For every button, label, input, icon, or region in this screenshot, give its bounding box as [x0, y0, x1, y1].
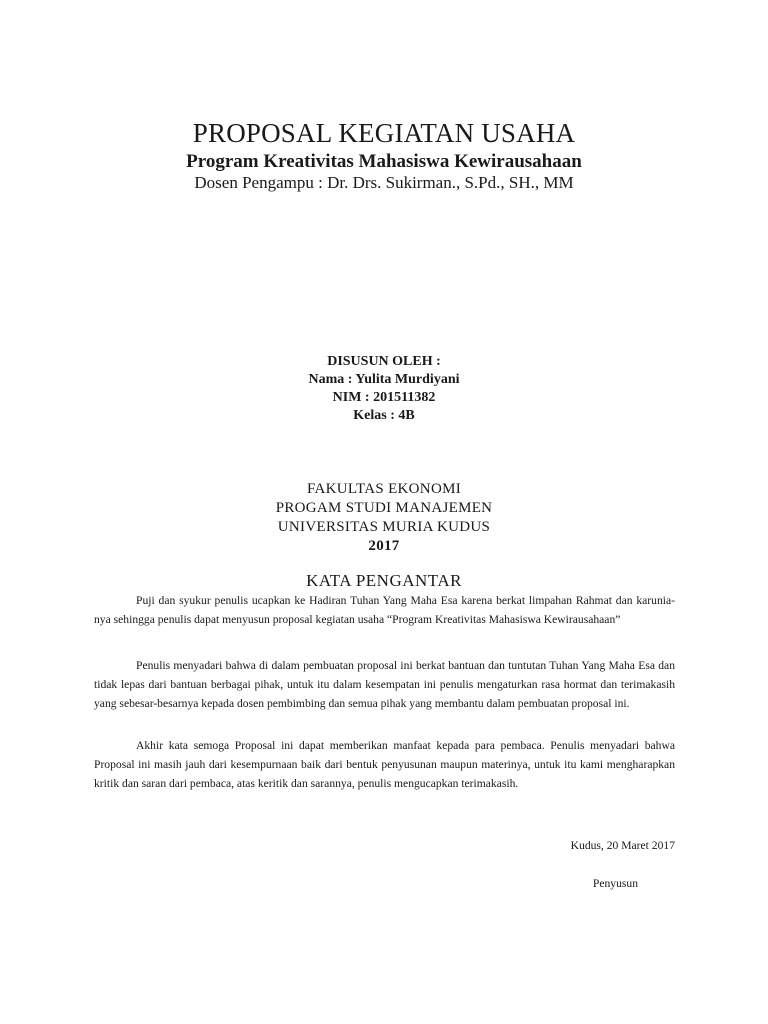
- faculty-name: FAKULTAS EKONOMI: [306, 481, 462, 497]
- author-nim: NIM : 201511382: [332, 390, 436, 405]
- preface-title: KATA PENGANTAR: [306, 571, 462, 590]
- document-year: 2017: [368, 538, 400, 554]
- preface-paragraph-1: Puji dan syukur penulis ucapkan ke Hadiran Tuhan Yang Maha Esa karena berkat limpahan Rahmat dan karunia-nya sehingga penulis dapat menyusun proposal kegiatan usaha “Program Kreativitas Mahasiswa Kewirausahaan”: [94, 594, 675, 626]
- author-class: Kelas : 4B: [353, 408, 415, 423]
- author-name: Nama : Yulita Murdiyani: [308, 372, 460, 387]
- place-date: Kudus, 20 Maret 2017: [570, 839, 675, 852]
- university-name: UNIVERSITAS MURIA KUDUS: [277, 519, 491, 535]
- study-program: PROGAM STUDI MANAJEMEN: [275, 500, 493, 516]
- author-block: [0, 353, 768, 425]
- author-heading: DISUSUN OLEH :: [327, 354, 441, 369]
- lecturer-line: Dosen Pengampu : Dr. Drs. Sukirman., S.Pd., SH., MM: [194, 173, 574, 192]
- institution-block: [0, 480, 768, 556]
- document-subtitle: Program Kreativitas Mahasiswa Kewirausahaan: [186, 151, 582, 172]
- preface-paragraph-3: Akhir kata semoga Proposal ini dapat memberikan manfaat kepada para pembaca. Penulis menyadari bahwa Proposal ini masih jauh dari kesempurnaan baik dari bentuk penyusunan maupun materinya, untuk itu kami mengharapkan kritik dan saran dari pembaca, atas keritik dan sarannya, penulis mengucapkan terimakasih.: [94, 739, 675, 790]
- signer-label: Penyusun: [592, 877, 638, 890]
- document-title: PROPOSAL KEGIATAN USAHA: [192, 118, 576, 148]
- preface-paragraph-2: Penulis menyadari bahwa di dalam pembuatan proposal ini berkat bantuan dan tuntutan Tuhan Yang Maha Esa dan tidak lepas dari bantuan berbagai pihak, untuk itu dalam kesempatan ini penulis mengaturkan rasa hormat dan terimakasih yang sebesar-besarnya kepada dosen pembimbing dan semua pihak yang membantu dalam pembuatan proposal ini.: [94, 659, 675, 710]
